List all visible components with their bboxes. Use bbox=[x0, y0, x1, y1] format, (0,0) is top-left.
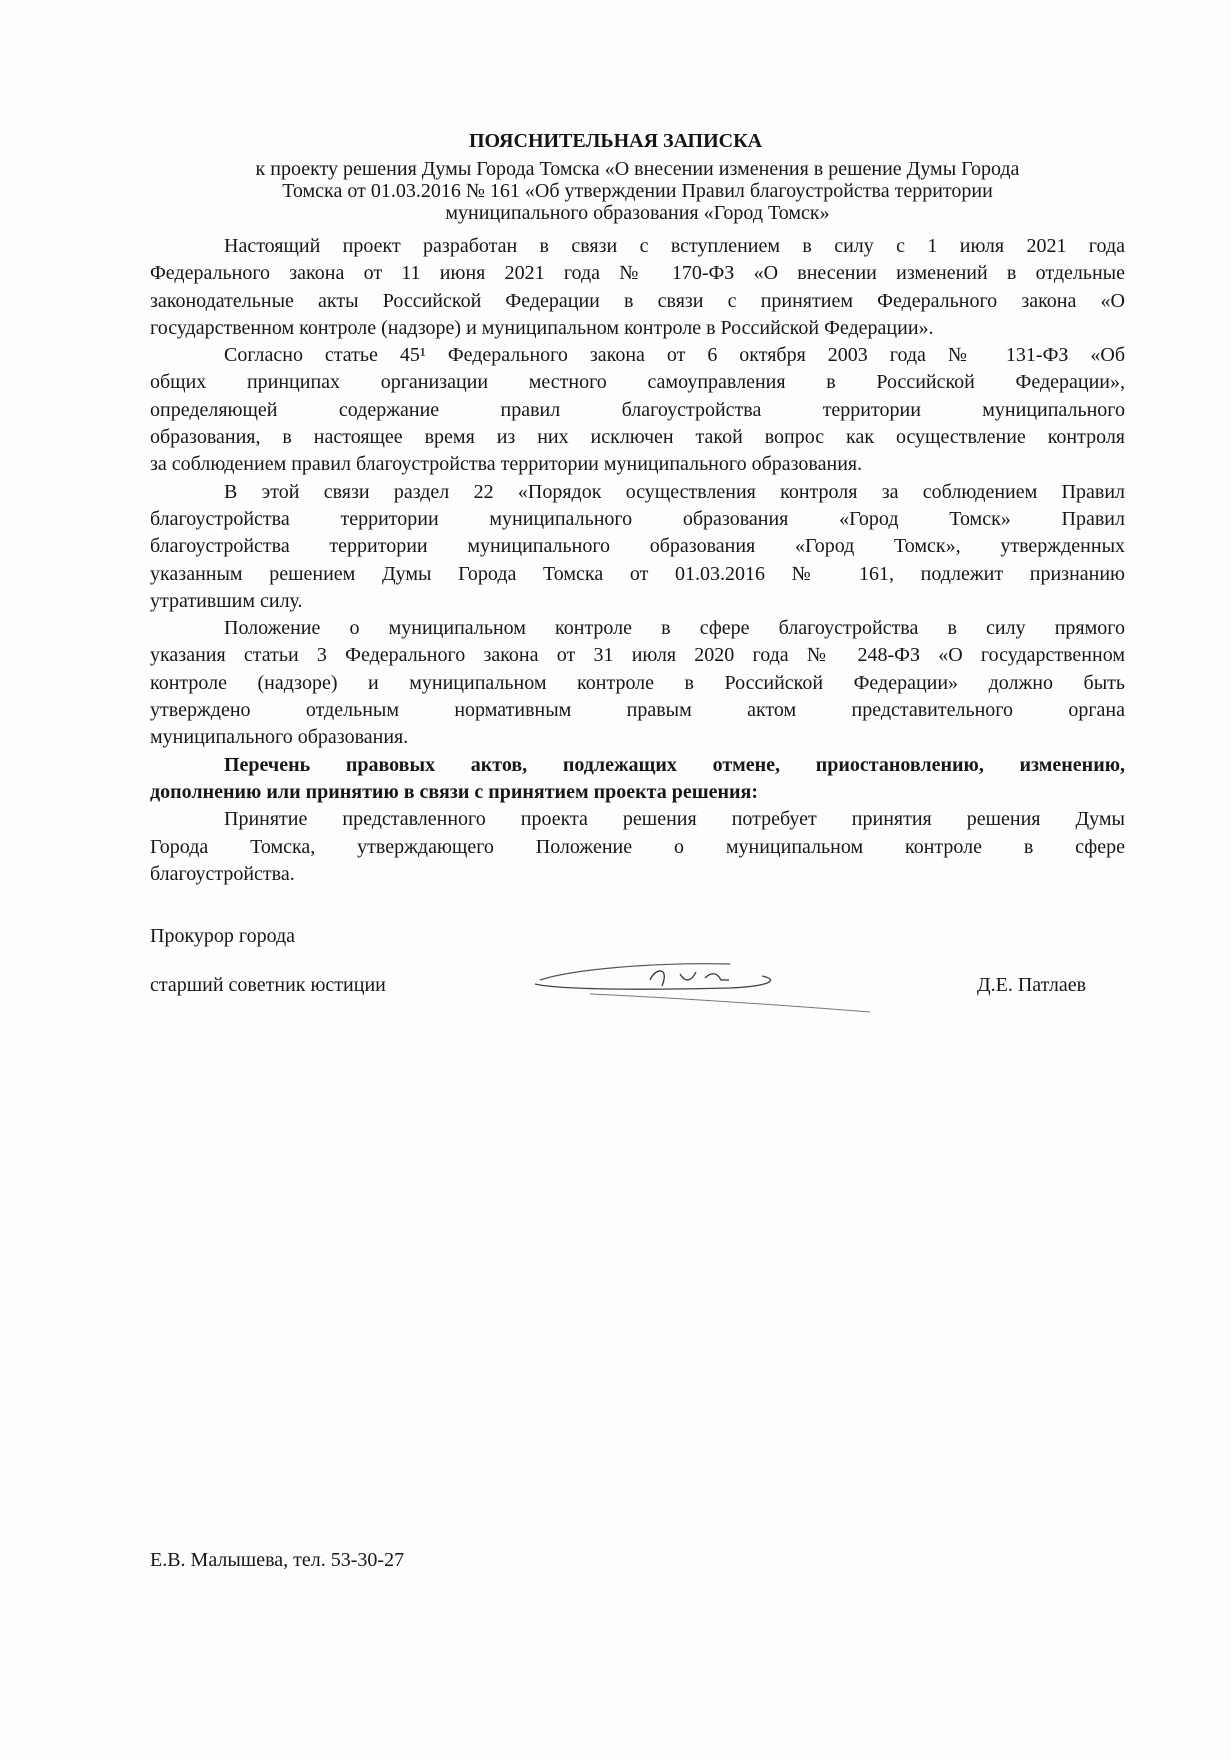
paragraph-line: Согласно статье 45¹ Федерального закона от 6 октября 2003 года № 131-ФЗ «Об bbox=[224, 344, 1125, 367]
paragraph bbox=[150, 233, 1125, 342]
paragraph bbox=[150, 479, 1125, 615]
paragraph-line: Федерального закона от 11 июня 2021 года № 170-ФЗ «О внесении изменений в отдельные bbox=[150, 262, 1125, 285]
subtitle-line: муниципального образования «Город Томск» bbox=[445, 202, 830, 224]
signatory-name: Д.Е. Патлаев bbox=[977, 974, 1087, 996]
paragraph bbox=[150, 615, 1125, 751]
paragraph-line: государственном контроле (надзоре) и муниципальном контроле в Российской Федерации». bbox=[150, 316, 934, 339]
paragraph-line: контроле (надзоре) и муниципальном контроле в Российской Федерации» должно быть bbox=[150, 671, 1125, 694]
paragraph-line: В этой связи раздел 22 «Порядок осуществления контроля за соблюдением Правил bbox=[224, 480, 1125, 503]
paragraph-line: образования, в настоящее время из них исключен такой вопрос как осуществление контроля bbox=[150, 426, 1125, 449]
signatory-position: Прокурор города bbox=[150, 925, 296, 947]
paragraph-line: указанным решением Думы Города Томска от 01.03.2016 № 161, подлежит признанию bbox=[150, 562, 1125, 585]
paragraph-line: за соблюдением правил благоустройства территории муниципального образования. bbox=[150, 453, 863, 476]
document-title: ПОЯСНИТЕЛЬНАЯ ЗАПИСКА bbox=[468, 130, 763, 152]
paragraph-line: благоустройства. bbox=[150, 862, 295, 885]
paragraph-line: Города Томска, утверждающего Положение о муниципальном контроле в сфере bbox=[150, 835, 1125, 858]
subtitle-line: Томска от 01.03.2016 № 161 «Об утверждении Правил благоустройства территории bbox=[282, 180, 993, 202]
signatory-rank: старший советник юстиции bbox=[150, 974, 386, 996]
paragraph-line: общих принципах организации местного самоуправления в Российской Федерации», bbox=[150, 371, 1125, 394]
document-footer-contact: Е.В. Малышева, тел. 53-30-27 bbox=[150, 1549, 405, 1571]
handwritten-signature bbox=[530, 950, 890, 1020]
paragraph-line: Настоящий проект разработан в связи с вступлением в силу с 1 июля 2021 года bbox=[224, 235, 1125, 257]
paragraph bbox=[150, 806, 1125, 888]
paragraph-line: муниципального образования. bbox=[150, 726, 409, 749]
paragraph-line: утратившим силу. bbox=[150, 589, 303, 612]
paragraph bbox=[150, 342, 1125, 478]
paragraph-line: указания статьи 3 Федерального закона от 31 июля 2020 года № 248-ФЗ «О государственном bbox=[150, 644, 1125, 667]
document-subtitle bbox=[150, 158, 1125, 224]
paragraph-line: Перечень правовых актов, подлежащих отмене, приостановлению, изменению, bbox=[224, 753, 1125, 776]
paragraph-line: законодательные акты Российской Федерации в связи с принятием Федерального закона «О bbox=[150, 289, 1125, 312]
paragraph-line: дополнению или принятию в связи с принятием проекта решения: bbox=[150, 780, 758, 803]
paragraph-line: благоустройства территории муниципального образования «Город Томск» Правил bbox=[150, 507, 1125, 530]
paragraph-line: определяющей содержание правил благоустройства территории муниципального bbox=[150, 398, 1125, 421]
paragraph-line: Положение о муниципальном контроле в сфере благоустройства в силу прямого bbox=[224, 617, 1125, 640]
document-body bbox=[150, 233, 1125, 888]
paragraph-line: Принятие представленного проекта решения потребует принятия решения Думы bbox=[224, 808, 1125, 831]
paragraph-line: утверждено отдельным нормативным правым актом представительного органа bbox=[150, 699, 1125, 722]
bold-paragraph bbox=[150, 752, 1125, 807]
subtitle-line: к проекту решения Думы Города Томска «О внесении изменения в решение Думы Города bbox=[255, 158, 1020, 180]
paragraph-line: благоустройства территории муниципального образования «Город Томск», утвержденных bbox=[150, 535, 1125, 558]
